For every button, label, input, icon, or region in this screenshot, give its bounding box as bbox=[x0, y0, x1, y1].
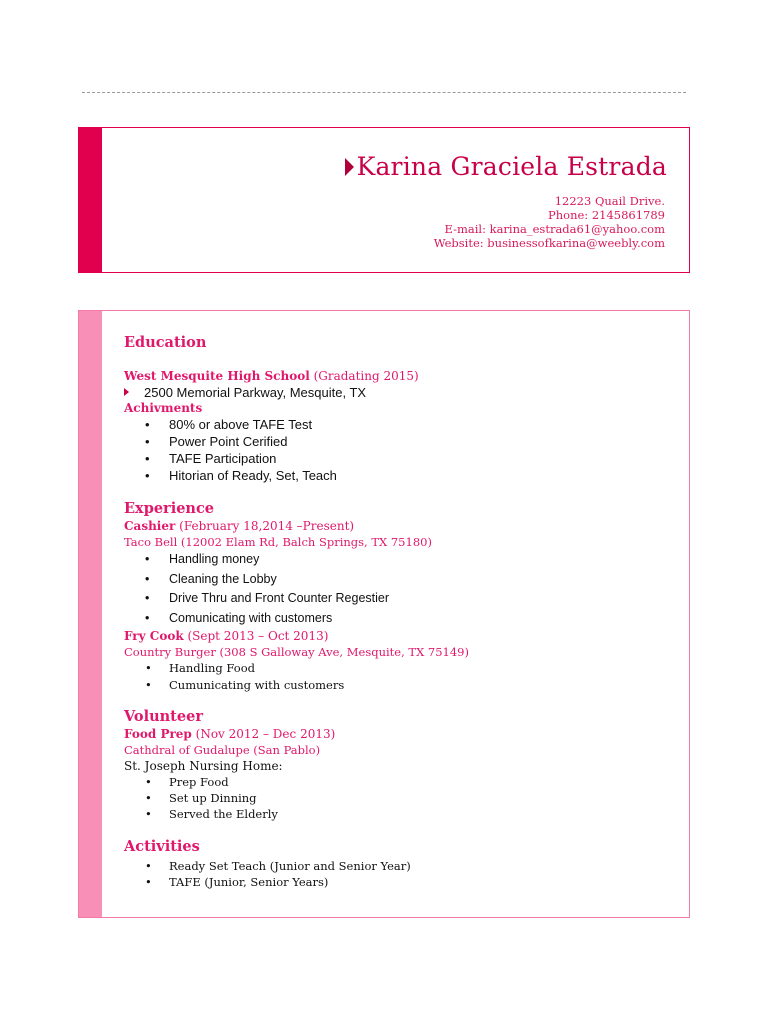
website-line: Website: businessofkarina@weebly.com bbox=[433, 236, 665, 250]
achievements-list bbox=[124, 416, 664, 484]
activities-list bbox=[124, 858, 664, 890]
arrow-bullet-icon bbox=[124, 388, 129, 396]
header-accent-bar bbox=[79, 128, 102, 272]
volunteer-org: St. Joseph Nursing Home: bbox=[124, 759, 283, 773]
list-item: • Set up Dinning bbox=[124, 790, 664, 806]
list-item: • Drive Thru and Front Counter Regestier bbox=[124, 589, 664, 609]
school-note: (Gradating 2015) bbox=[313, 369, 419, 383]
list-item: • Power Point Cerified bbox=[124, 433, 664, 450]
volunteer-place: Cathdral of Gudalupe (San Pablo) bbox=[124, 743, 321, 757]
list-item: • Cumunicating with customers bbox=[124, 677, 664, 694]
phone-line: Phone: 2145861789 bbox=[548, 208, 665, 222]
list-item: • TAFE Participation bbox=[124, 450, 664, 467]
activities-heading: Activities bbox=[124, 838, 200, 855]
experience-heading: Experience bbox=[124, 500, 215, 517]
email-line: E-mail: karina_estrada61@yahoo.com bbox=[444, 222, 665, 236]
volunteer-heading: Volunteer bbox=[124, 708, 203, 725]
list-item: • Cleaning the Lobby bbox=[124, 570, 664, 590]
job-title-line: Cashier (February 18,2014 –Present) bbox=[124, 519, 355, 533]
body-accent-bar bbox=[79, 311, 102, 917]
header-box bbox=[78, 127, 690, 273]
name-row bbox=[345, 152, 667, 181]
school-name: West Mesquite High School bbox=[124, 369, 310, 383]
contact-block bbox=[434, 194, 665, 250]
education-heading: Education bbox=[124, 334, 207, 351]
list-item: • Hitorian of Ready, Set, Teach bbox=[124, 467, 664, 484]
resume-content bbox=[124, 333, 664, 890]
list-item: • TAFE (Junior, Senior Years) bbox=[124, 874, 664, 890]
list-item: • Comunicating with customers bbox=[124, 609, 664, 629]
list-item: • Ready Set Teach (Junior and Senior Year) bbox=[124, 858, 664, 874]
list-item: • Handling Food bbox=[124, 660, 664, 677]
list-item: • 80% or above TAFE Test bbox=[124, 416, 664, 433]
volunteer-role-line: Food Prep (Nov 2012 – Dec 2013) bbox=[124, 727, 336, 741]
top-dotted-rule bbox=[82, 92, 686, 93]
list-item: • Served the Elderly bbox=[124, 806, 664, 822]
job-title-line: Fry Cook (Sept 2013 – Oct 2013) bbox=[124, 629, 329, 643]
job-place: Taco Bell (12002 Elam Rd, Balch Springs, TX 75180) bbox=[124, 535, 432, 549]
job-duties-list bbox=[124, 550, 664, 628]
school-address-row bbox=[124, 384, 664, 400]
triangle-marker-icon bbox=[345, 158, 354, 176]
job-duties-list bbox=[124, 660, 664, 694]
volunteer-tasks-list bbox=[124, 774, 664, 822]
job-place: Country Burger (308 S Galloway Ave, Mesquite, TX 75149) bbox=[124, 645, 469, 659]
list-item: • Handling money bbox=[124, 550, 664, 570]
applicant-name: Karina Graciela Estrada bbox=[356, 152, 667, 181]
school-line bbox=[124, 368, 664, 384]
school-address: 2500 Memorial Parkway, Mesquite, TX bbox=[144, 384, 367, 400]
address-line: 12223 Quail Drive. bbox=[554, 194, 665, 208]
achievements-heading: Achivments bbox=[124, 401, 203, 415]
resume-body-box bbox=[78, 310, 690, 918]
list-item: • Prep Food bbox=[124, 774, 664, 790]
